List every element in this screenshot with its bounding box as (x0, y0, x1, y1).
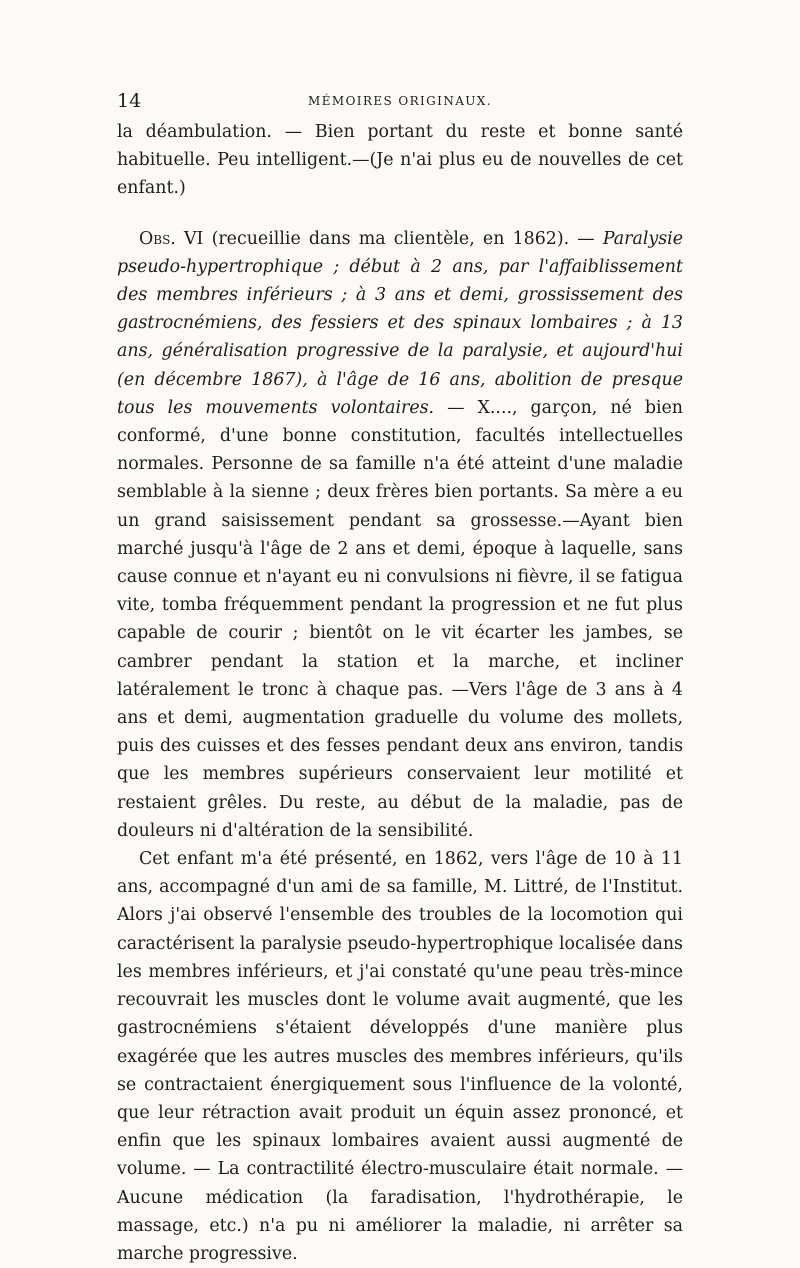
running-title: MÉMOIRES ORIGINAUX. (308, 94, 492, 108)
observation-paragraph (117, 225, 683, 845)
observation-label: Obs. VI (139, 228, 204, 249)
observation-text: — X...., garçon, né bien conformé, d'une bonne constitution, facultés intellectuelles normales. Personne de sa famille n'a été atteint d'une maladie semblable à la sienne ; deux frères bien portants. Sa mère a eu un grand saisissement pendant sa grossesse.—Ayant bien marché jusqu'à l'âge de 2 ans et demi, époque à laquelle, sans cause connue et n'ayant eu ni convulsions ni fièvre, il se fatigua vite, tomba fréquemment pendant la progression et ne fut plus capable de courir ; bientôt on le vit écarter les jambes, se cambrer pendant la station et la marche, et incliner latéralement le tronc à chaque pas. —Vers l'âge de 3 ans à 4 ans et demi, augmentation graduelle du volume des mollets, puis des cuisses et des fesses pendant deux ans environ, tandis que les membres supérieurs conservaient leur motilité et restaient grêles. Du reste, au début de la maladie, pas de douleurs ni d'altération de la sensibilité. (117, 397, 684, 841)
page-header (117, 90, 683, 118)
book-page (117, 90, 683, 1268)
final-paragraph: Cet enfant m'a été présenté, en 1862, vers l'âge de 10 à 11 ans, accompagné d'un ami de sa famille, M. Littré, de l'Institut. Alors j'ai observé l'ensemble des troubles de la locomotion qui caractérisent la paralysie pseudo-hypertrophique localisée dans les membres inférieurs, et j'ai constaté qu'une peau très-mince recouvrait les muscles dont le volume avait augmenté, que les gastrocnémiens s'étaient développés d'une manière plus exagérée que les autres muscles des membres inférieurs, qu'ils se contractaient énergiquement sous l'influence de la volonté, que leur rétraction avait produit un équin assez prononcé, et enfin que les spinaux lombaires avaient aussi augmenté de volume. — La contractilité électro-musculaire était normale. — Aucune médication (la faradisation, l'hydrothérapie, le massage, etc.) n'a pu ni améliorer la maladie, ni arrêter sa marche progressive. (117, 849, 683, 1264)
observation-source: (recueillie dans ma clientèle, en 1862). — (203, 228, 603, 249)
page-number: 14 (117, 90, 142, 112)
observation-title: Paralysie pseudo-hypertrophique ; début à 2 ans, par l'affaiblissement des membres inférieurs ; à 3 ans et demi, grossissement des gastrocnémiens, des fessiers et des spinaux lombaires ; à 13 ans, généralisation progressive de la paralysie, et aujourd'hui (en décembre 1867), à l'âge de 16 ans, abolition de presque tous les mouvements volontaires. (117, 228, 683, 418)
carryover-paragraph: la déambulation. — Bien portant du reste et bonne santé habituelle. Peu intelligent.—(Je n'ai plus eu de nouvelles de cet enfant.) (117, 122, 683, 199)
